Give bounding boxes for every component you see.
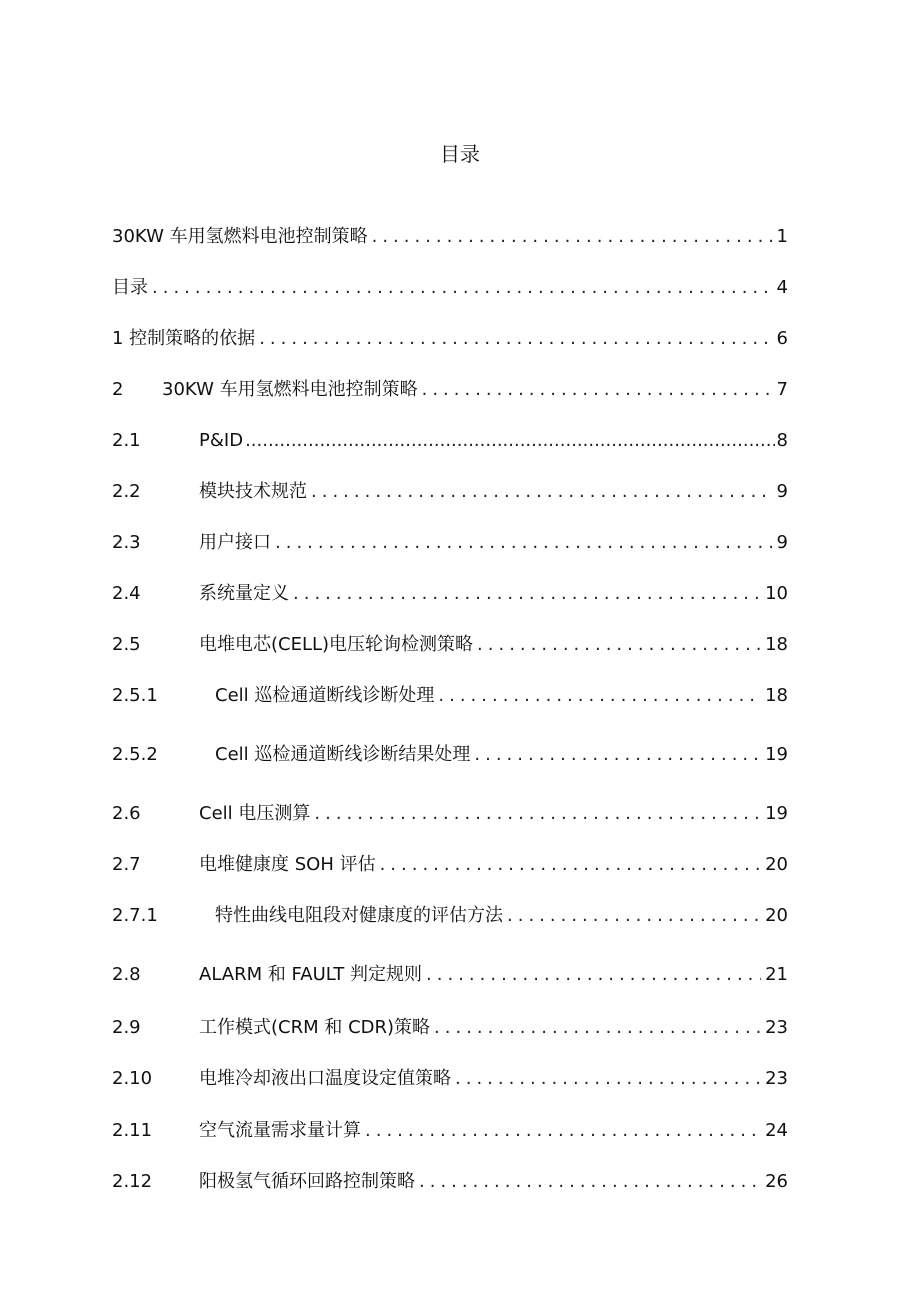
toc-entry-text: Cell 巡检通道断线诊断结果处理 [215, 744, 471, 765]
toc-entry-page: 18 [765, 685, 788, 706]
toc-entry[interactable] [112, 741, 788, 769]
toc-entry-text: 电堆冷却液出口温度设定值策略 [199, 1068, 451, 1089]
toc-entry-number: 2.5 [112, 634, 141, 655]
dot-leader [259, 325, 772, 353]
toc-entry[interactable] [112, 800, 788, 828]
dot-leader [455, 1065, 761, 1093]
dot-leader [293, 580, 761, 608]
toc-entry-page: 8 [776, 430, 788, 451]
toc-entry-page: 19 [765, 803, 788, 824]
toc-entry[interactable] [112, 529, 788, 557]
toc-entry-number: 2.6 [112, 803, 141, 824]
toc-entry-number: 2.5.2 [112, 744, 158, 765]
toc-entry[interactable] [112, 902, 788, 930]
toc-entry-text: 1 控制策略的依据 [112, 328, 256, 349]
toc-entry-number: 2.3 [112, 532, 141, 553]
toc-entry-page: 1 [776, 226, 788, 247]
toc-entry-text: 特性曲线电阻段对健康度的评估方法 [215, 905, 503, 926]
toc-entry[interactable] [112, 478, 788, 506]
dot-leader [245, 427, 774, 455]
toc-entry-text: 用户接口 [199, 532, 271, 553]
toc-entry-page: 6 [776, 328, 788, 349]
toc-entry-page: 4 [776, 277, 788, 298]
toc-entry[interactable] [112, 325, 788, 353]
toc-entry-number: 2.8 [112, 964, 141, 985]
toc-entry-page: 20 [765, 854, 788, 875]
toc-entry-text: 电堆电芯(CELL)电压轮询检测策略 [199, 634, 474, 655]
toc-entry-page: 10 [765, 583, 788, 604]
dot-leader [314, 800, 761, 828]
toc-entry-number: 2.1 [112, 430, 141, 451]
toc-entry[interactable] [112, 580, 788, 608]
dot-leader [419, 1168, 761, 1196]
toc-entry-text: Cell 电压测算 [199, 803, 311, 824]
toc-entry-text: 阳极氢气循环回路控制策略 [199, 1171, 415, 1192]
toc-entry-page: 20 [765, 905, 788, 926]
toc-entry[interactable] [112, 1065, 788, 1093]
toc-entry-text: 工作模式(CRM 和 CDR)策略 [199, 1017, 431, 1038]
toc-entry-text: 30KW 车用氢燃料电池控制策略 [112, 226, 368, 247]
toc-entry-page: 23 [765, 1068, 788, 1089]
dot-leader [365, 1117, 761, 1145]
toc-entry-page: 7 [776, 379, 788, 400]
toc-entry-text: 目录 [112, 277, 148, 298]
toc-entry-text: 30KW 车用氢燃料电池控制策略 [162, 379, 418, 400]
toc-entry-text: 模块技术规范 [199, 481, 307, 502]
dot-leader [434, 1014, 761, 1042]
toc-entry-text: ALARM 和 FAULT 判定规则 [199, 964, 423, 985]
dot-leader [426, 961, 761, 989]
toc-entry[interactable] [112, 1014, 788, 1042]
dot-leader [311, 478, 773, 506]
dot-leader [372, 223, 773, 251]
toc-entry-number: 2.4 [112, 583, 141, 604]
toc-entry-page: 24 [765, 1120, 788, 1141]
toc-entry-number: 2.5.1 [112, 685, 158, 706]
toc-entry-number: 2.7 [112, 854, 141, 875]
toc-entry[interactable] [112, 1117, 788, 1145]
dot-leader [438, 682, 761, 710]
toc-entry-text: 系统量定义 [199, 583, 289, 604]
toc-entry[interactable] [112, 274, 788, 302]
toc-entry-page: 9 [776, 481, 788, 502]
toc-title: 目录 [440, 142, 480, 166]
toc-entry-number: 2.11 [112, 1120, 153, 1141]
toc-entry-text: Cell 巡检通道断线诊断处理 [215, 685, 435, 706]
toc-entry-number: 2.9 [112, 1017, 141, 1038]
toc-entry-text: 空气流量需求量计算 [199, 1120, 361, 1141]
dot-leader [275, 529, 773, 557]
dot-leader [422, 376, 773, 404]
toc-entry-number: 2.10 [112, 1068, 153, 1089]
toc-entry-number: 2.12 [112, 1171, 153, 1192]
dot-leader [507, 902, 761, 930]
toc-entry-page: 19 [765, 744, 788, 765]
toc-entry[interactable] [112, 682, 788, 710]
toc-entry-page: 9 [776, 532, 788, 553]
toc-entry-number: 2.2 [112, 481, 141, 502]
toc-entry[interactable] [112, 961, 788, 989]
toc-entry[interactable] [112, 427, 788, 455]
toc-entry-page: 23 [765, 1017, 788, 1038]
toc-entry-number: 2 [112, 379, 124, 400]
dot-leader [380, 851, 762, 879]
toc-entry-text: 电堆健康度 SOH 评估 [199, 854, 376, 875]
toc-entry-number: 2.7.1 [112, 905, 158, 926]
toc-entry[interactable] [112, 851, 788, 879]
toc-entry-text: P&ID [199, 430, 244, 451]
toc-entry-page: 21 [765, 964, 788, 985]
toc-entry[interactable] [112, 223, 788, 251]
dot-leader [152, 274, 773, 302]
toc-entry[interactable] [112, 631, 788, 659]
toc-entry[interactable] [112, 1168, 788, 1196]
toc-entry-page: 26 [765, 1171, 788, 1192]
toc-entry-page: 18 [765, 634, 788, 655]
dot-leader [474, 741, 761, 769]
toc-entry[interactable] [112, 376, 788, 404]
dot-leader [477, 631, 761, 659]
